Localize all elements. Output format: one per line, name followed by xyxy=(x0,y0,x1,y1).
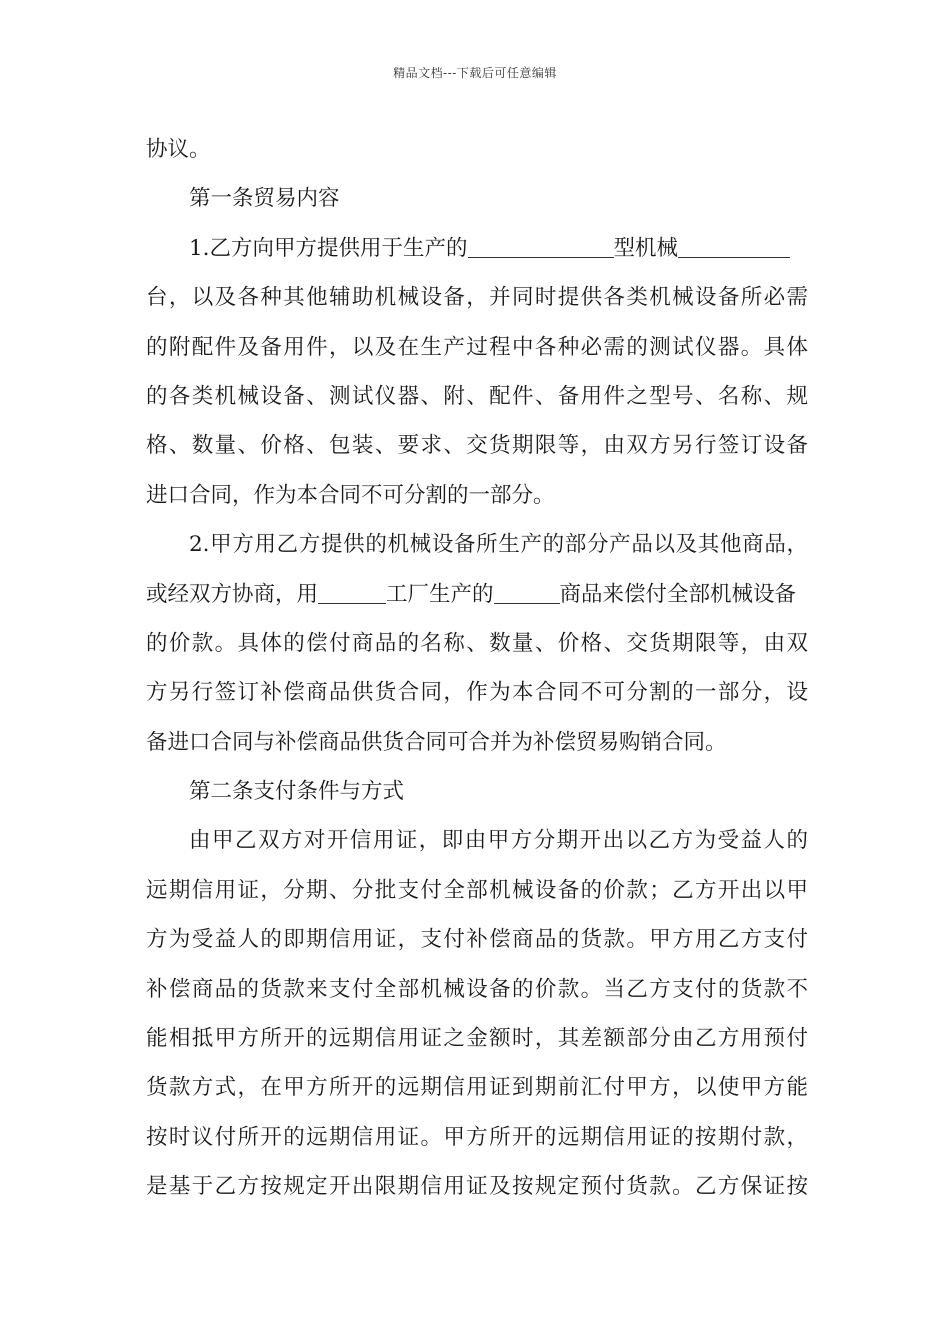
fill-in-blank xyxy=(494,579,560,604)
text-line: 是基于乙方按规定开出限期信用证及按规定预付货款。乙方保证按 xyxy=(146,1174,808,1200)
text-segment: 商品来偿付全部机械设备 xyxy=(559,581,797,607)
fill-in-blank xyxy=(468,233,614,258)
text-segment: 1.乙方向甲方提供用于生产的 xyxy=(189,235,468,261)
text-line: 补偿商品的货款来支付全部机械设备的价款。当乙方支付的货款不 xyxy=(146,976,808,1002)
text-line: 的各类机械设备、测试仪器、附、配件、备用件之型号、名称、规 xyxy=(146,383,808,409)
text-line: 由甲乙双方对开信用证，即由甲方分期开出以乙方为受益人的 xyxy=(189,828,808,854)
text-line: 的附配件及备用件，以及在生产过程中各种必需的测试仪器。具体 xyxy=(146,334,808,360)
text-line: 2.甲方用乙方提供的机械设备所生产的部分产品以及其他商品， xyxy=(189,532,808,558)
text-segment: 工厂生产的 xyxy=(386,581,494,607)
text-segment: 或经双方协商，用 xyxy=(146,581,319,607)
section-heading: 第一条贸易内容 xyxy=(189,186,340,212)
text-segment: 型机械 xyxy=(613,235,679,261)
fill-in-blank xyxy=(678,233,790,258)
text-line: 方为受益人的即期信用证，支付补偿商品的货款。甲方用乙方支付 xyxy=(146,927,808,953)
text-line: 协议。 xyxy=(146,137,211,162)
text-line: 格、数量、价格、包装、要求、交货期限等，由双方另行签订设备 xyxy=(146,433,808,459)
text-line: 的价款。具体的偿付商品的名称、数量、价格、交货期限等，由双 xyxy=(146,630,808,656)
document-body xyxy=(146,125,808,1212)
text-line: 按时议付所开的远期信用证。甲方所开的远期信用证的按期付款， xyxy=(146,1124,808,1150)
text-line: 进口合同，作为本合同不可分割的一部分。 xyxy=(146,482,555,508)
text-line: 台，以及各种其他辅助机械设备，并同时提供各类机械设备所必需 xyxy=(146,285,808,311)
text-line: 远期信用证，分期、分批支付全部机械设备的价款；乙方开出以甲 xyxy=(146,877,808,903)
section-heading: 第二条支付条件与方式 xyxy=(189,779,405,805)
text-line xyxy=(146,570,808,619)
text-line: 方另行签订补偿商品供货合同，作为本合同不可分割的一部分，设 xyxy=(146,680,808,706)
text-line: 能相抵甲方所开的远期信用证之金额时，其差额部分由乙方用预付 xyxy=(146,1026,808,1052)
text-line: 货款方式，在甲方所开的远期信用证到期前汇付甲方，以使甲方能 xyxy=(146,1075,808,1101)
page-header: 精品文档---下载后可任意编辑 xyxy=(393,66,557,80)
fill-in-blank xyxy=(318,579,386,604)
text-line xyxy=(146,224,808,273)
text-line: 备进口合同与补偿商品供货合同可合并为补偿贸易购销合同。 xyxy=(146,729,727,755)
